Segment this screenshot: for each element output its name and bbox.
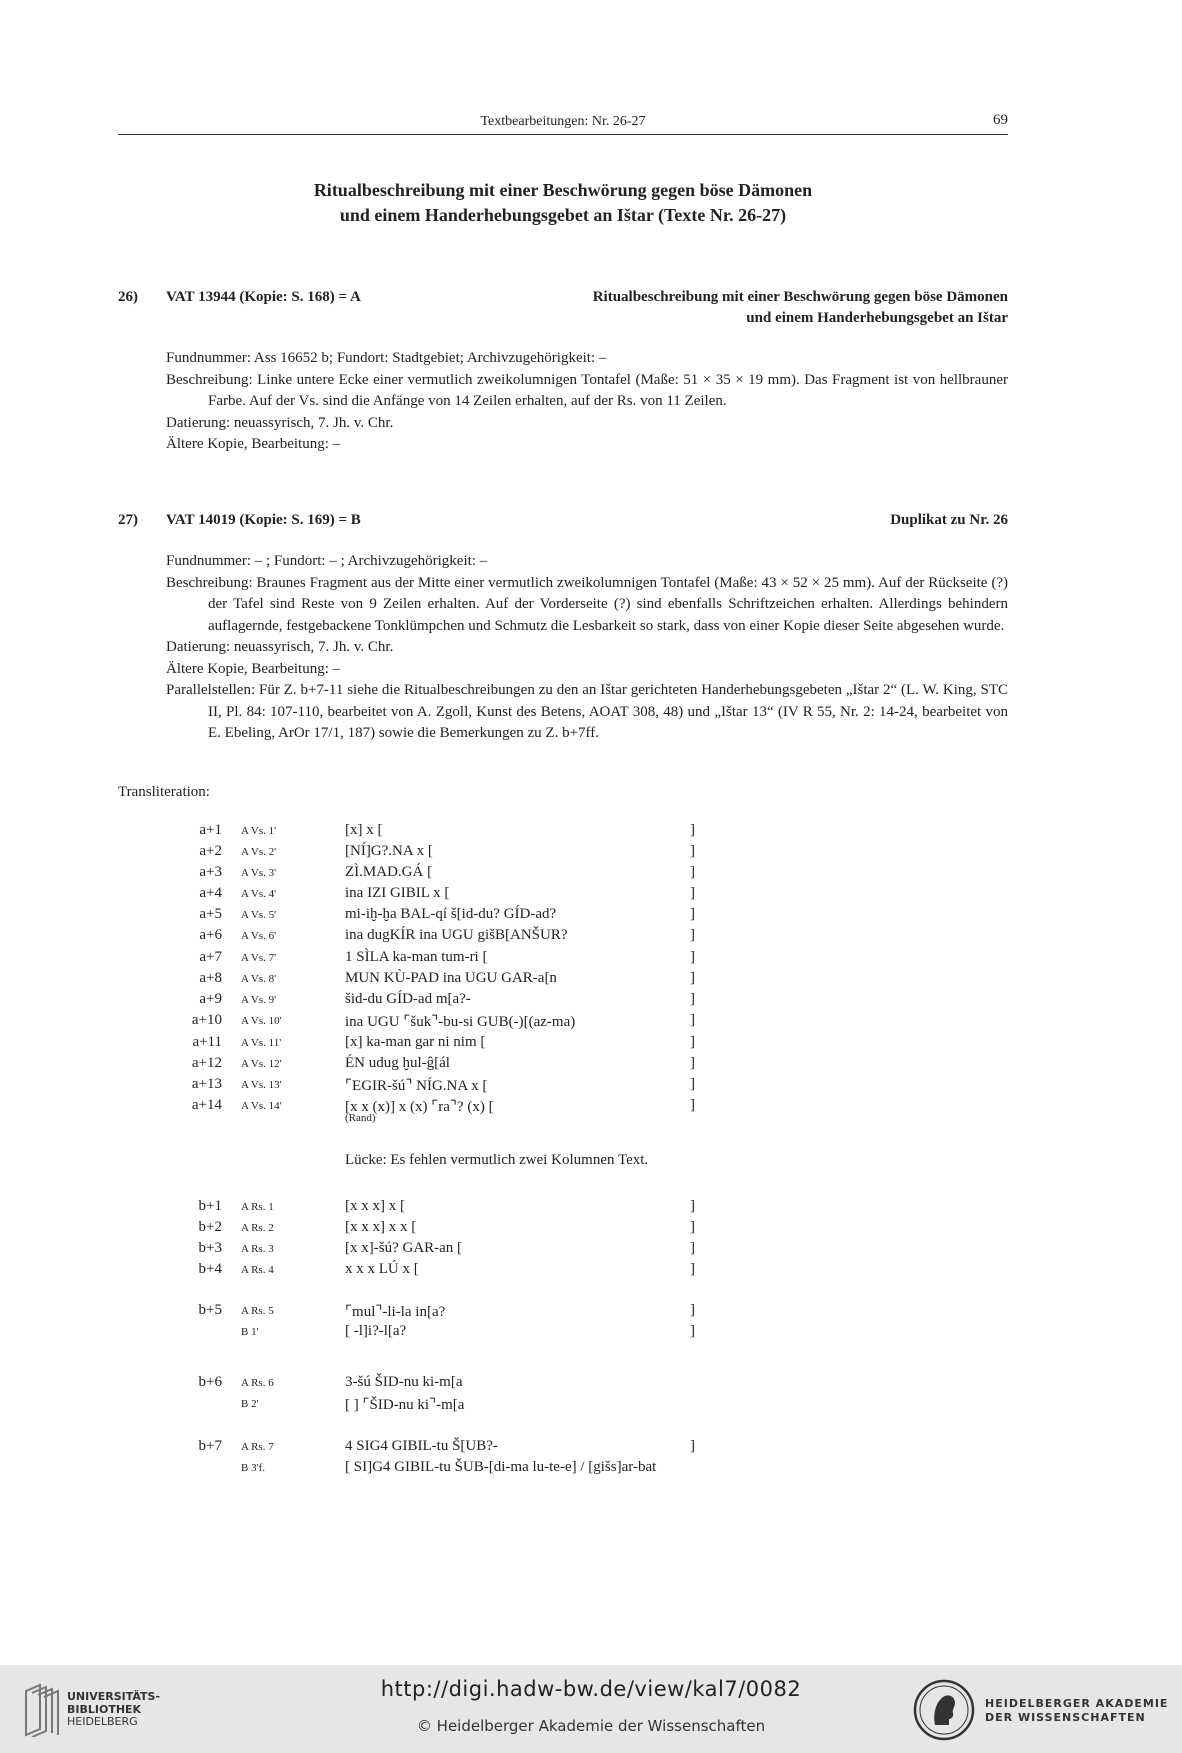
transliteration-text: [x x]-šú? GAR-an [ [345,1240,463,1256]
academy-name-line-1: HEIDELBERGER AKADEMIE [985,1697,1169,1710]
entry-26-fundnummer: Fundnummer: Ass 16652 b; Fundort: Stadtgebiet; Archivzugehörigkeit: – [166,350,607,366]
footer-bar [0,1665,1182,1753]
transliteration-text: 1 SÌLA ka-man tum-ri [ [345,949,488,965]
closing-bracket: ] [690,1240,695,1256]
entry-26-number: 26) [118,289,138,305]
source-siglum: A Rs. 1 [241,1201,274,1213]
entry-27-duplicate-note: Duplikat zu Nr. 26 [890,512,1008,528]
rand-note: (Rand) [345,1112,376,1124]
line-number: a+4 [199,885,222,901]
line-number: b+3 [198,1240,222,1256]
entry-26-title-line-1: Ritualbeschreibung mit einer Beschwörung gegen böse Dämonen [592,289,1008,305]
closing-bracket: ] [690,1055,695,1071]
source-siglum: A Vs. 4' [241,888,277,900]
transliteration-text: [x x (x)] x (x) ⌜ra⌝? (x) [ [345,1099,494,1115]
line-number: a+7 [199,949,222,965]
line-number: a+9 [199,991,222,1007]
transliteration-text: ÉN udug ḫul-ĝ[ál [345,1055,450,1071]
transliteration-text: [x x x] x [ [345,1198,405,1214]
closing-bracket: ] [690,970,695,986]
source-siglum: A Vs. 6' [241,930,277,942]
transliteration-text: 3-šú ŠID-nu ki-m[a [345,1374,463,1390]
source-siglum: A Rs. 5 [241,1305,274,1317]
source-siglum: A Rs. 6 [241,1377,274,1389]
line-number: b+6 [198,1374,222,1390]
closing-bracket: ] [690,949,695,965]
line-number: b+5 [198,1302,222,1318]
source-siglum: A Vs. 12' [241,1058,282,1070]
closing-bracket: ] [690,864,695,880]
entry-27-parallelstellen: Parallelstellen: Für Z. b+7-11 siehe die Ritualbeschreibungen zu den an Ištar gerichteten Handerhebungsgebeten „Ištar 2“ (L. W. King, STC II, Pl. 84: 107-110, bearbeitet von A. Zgoll, Kunst des Betens, AOAT 308, 48) und „Ištar 13“ (IV R 55, Nr. 2: 14-24, bearbeitet von E. Ebeling, ArOr 17/1, 187) sowie die Bemerkungen zu Z. b+7ff. [166,682,1008,741]
source-siglum: A Rs. 2 [241,1222,274,1234]
transliteration-text: [x x x] x x [ [345,1219,417,1235]
entry-26-title-line-2: und einem Handerhebungsgebet an Ištar [746,310,1008,326]
source-siglum: A Rs. 3 [241,1243,274,1255]
source-siglum: A Vs. 10' [241,1015,282,1027]
line-number: a+1 [199,822,222,838]
line-number: a+2 [199,843,222,859]
entry-26-beschreibung: Beschreibung: Linke untere Ecke einer vermutlich zweikolumnigen Tontafel (Maße: 51 × 35 × 19 mm). Das Fragment ist von hellbrauner Farbe. Auf der Vs. sind die Anfänge von 14 Zeilen erhalten, auf der Rs. von 11 Zeilen. [166,371,1008,409]
closing-bracket: ] [690,1097,695,1113]
line-number: a+14 [191,1097,222,1113]
source-siglum: A Vs. 1' [241,825,277,837]
closing-bracket: ] [690,1012,695,1028]
transliteration-text: [ -l]i?-l[a? [345,1323,407,1339]
line-number: b+2 [198,1219,222,1235]
transliteration-text: ina dugKÍR ina UGU gišB[ANŠUR? [345,927,568,943]
entry-27-datierung: Datierung: neuassyrisch, 7. Jh. v. Chr. [166,639,394,655]
line-number: a+13 [191,1076,222,1092]
transliteration-text: ⌜EGIR-šú⌝ NÍG.NA x [ [345,1078,488,1094]
source-siglum: B 2' [241,1398,259,1410]
copyright-notice: © Heidelberger Akademie der Wissenschaften [416,1717,766,1735]
entry-26-siglum: VAT 13944 (Kopie: S. 168) = A [166,289,361,305]
closing-bracket: ] [690,843,695,859]
source-siglum: A Vs. 7' [241,952,277,964]
entry-27-number: 27) [118,512,138,528]
closing-bracket: ] [690,1323,695,1339]
running-header [118,112,1008,135]
entry-27-metadata [166,551,1008,745]
academy-name [985,1697,1168,1725]
academy-name-line-2: DER WISSENSCHAFTEN [985,1711,1146,1724]
source-siglum: A Vs. 9' [241,994,277,1006]
line-number: a+12 [191,1055,222,1071]
source-siglum: A Vs. 2' [241,846,277,858]
closing-bracket: ] [690,885,695,901]
line-number: b+7 [198,1438,222,1454]
transliteration-text: 4 SIG4 GIBIL-tu Š[UB?- [345,1438,498,1454]
transliteration-text: mi-iḫ-ḫa BAL-qí š[id-du? GÍD-ad? [345,906,557,922]
entry-26-metadata [166,348,1008,456]
library-name-line-1: UNIVERSITÄTS- [67,1690,161,1703]
line-number: b+1 [198,1198,222,1214]
transliteration-text: [NÍ]G?.NA x [ [345,843,433,859]
section-title [118,178,1008,228]
source-siglum: B 3'f. [241,1462,265,1474]
source-siglum: B 1' [241,1326,259,1338]
closing-bracket: ] [690,822,695,838]
transliteration-text: ina UGU ⌜šuk⌝-bu-si GUB(-)[(az-ma) [345,1014,576,1030]
line-number: a+8 [199,970,222,986]
title-line-1: Ritualbeschreibung mit einer Beschwörung gegen böse Dämonen [313,180,813,200]
closing-bracket: ] [690,1302,695,1318]
closing-bracket: ] [690,1438,695,1454]
closing-bracket: ] [690,991,695,1007]
library-name-line-3: HEIDELBERG [67,1715,138,1728]
transliteration-text: [ SI]G4 GIBIL-tu ŠUB-[di-ma lu-te-e] / [gišs]ar-bat [345,1459,657,1475]
entry-26-kopie: Ältere Kopie, Bearbeitung: – [166,436,341,452]
line-number: a+10 [191,1012,222,1028]
transliteration-label: Transliteration: [118,784,210,800]
source-siglum: A Vs. 14' [241,1100,282,1112]
source-siglum: A Rs. 4 [241,1264,274,1276]
source-siglum: A Vs. 11' [241,1037,282,1049]
line-number: a+3 [199,864,222,880]
line-number: b+4 [198,1261,222,1277]
library-name-line-2: BIBLIOTHEK [67,1702,142,1716]
entry-26-description-title [593,287,1008,329]
line-number: a+6 [199,927,222,943]
entry-27-beschreibung: Beschreibung: Braunes Fragment aus der Mitte einer vermutlich zweikolumnigen Tontafel (Maße: 43 × 52 × 25 mm). Auf der Rückseite (?) der Tafel sind Reste von 9 Zeilen erhalten. Auf der Vorderseite (?) sind ebenfalls Schriftzeichen erhalten. Allerdings behindern auflagernde, festgebackene Tonklümpchen und Schmutz die Lesbarkeit so stark, dass von einer Kopie dieser Seite abgesehen wurde. [166,574,1008,634]
document-url-link[interactable]: http://digi.hadw-bw.de/view/kal7/0082 [380,1677,802,1701]
page-number: 69 [993,112,1008,128]
running-title: Textbearbeitungen: Nr. 26-27 [480,114,646,129]
entry-27-siglum: VAT 14019 (Kopie: S. 169) = B [166,512,361,528]
closing-bracket: ] [690,1198,695,1214]
academy-seal-icon [913,1679,975,1741]
entry-27-kopie: Ältere Kopie, Bearbeitung: – [166,660,341,677]
entry-27-fundnummer: Fundnummer: – ; Fundort: – ; Archivzugehörigkeit: – [166,553,488,569]
line-number: a+5 [199,906,222,922]
transliteration-text: [x] x [ [345,822,383,838]
transliteration-text: [ ] ⌜ŠID-nu ki⌝-m[a [345,1397,465,1413]
lacuna-note: Lücke: Es fehlen vermutlich zwei Kolumnen Text. [345,1152,649,1168]
transliteration-text: x x x LÚ x [ [345,1261,419,1277]
source-siglum: A Vs. 3' [241,867,277,879]
closing-bracket: ] [690,927,695,943]
source-siglum: A Rs. 7 [241,1441,274,1453]
closing-bracket: ] [690,1034,695,1050]
transliteration-text: ZÌ.MAD.GÁ [ [345,864,433,880]
closing-bracket: ] [690,1076,695,1092]
transliteration-text: šid-du GÍD-ad m[a?- [345,991,471,1007]
source-siglum: A Vs. 8' [241,973,277,985]
transliteration-text: [x] ka-man gar ni nim [ [345,1034,486,1050]
closing-bracket: ] [690,906,695,922]
title-line-2: und einem Handerhebungsgebet an Ištar (Texte Nr. 26-27) [339,205,787,225]
source-siglum: A Vs. 5' [241,909,277,921]
source-siglum: A Vs. 13' [241,1079,282,1091]
entry-26-datierung: Datierung: neuassyrisch, 7. Jh. v. Chr. [166,414,394,431]
line-number: a+11 [192,1034,222,1050]
closing-bracket: ] [690,1219,695,1235]
transliteration-text: ⌜mul⌝-li-la in[a? [345,1304,446,1320]
transliteration-text: ina IZI GIBIL x [ [345,885,450,901]
transliteration-text: MUN KÙ-PAD ina UGU GAR-a[n [345,970,557,986]
closing-bracket: ] [690,1261,695,1277]
